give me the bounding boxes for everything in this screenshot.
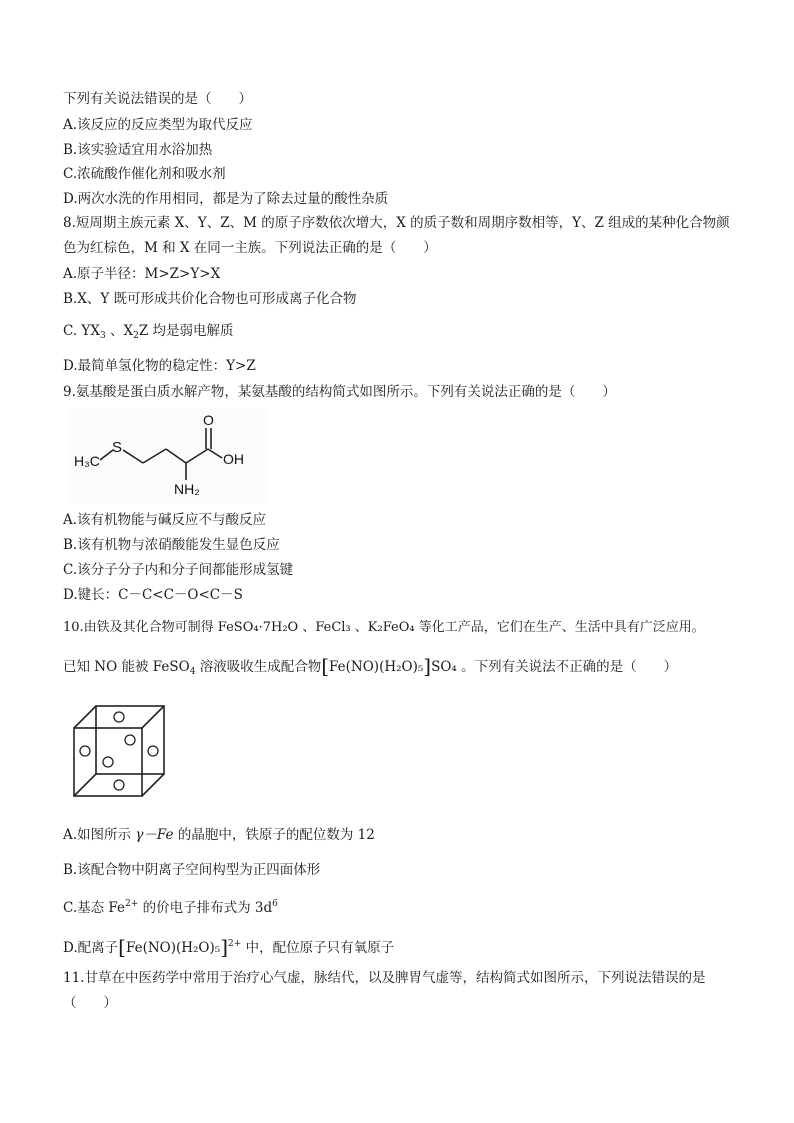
atom-front-face [103, 757, 113, 767]
q8-c-text-2: 、X [105, 323, 134, 339]
atom-left-face [80, 746, 90, 756]
q8-option-a: A.原子半径：M>Z>Y>X [63, 266, 221, 282]
q9-option-c: C.该分子分子内和分子间都能形成氢键 [63, 562, 294, 578]
q8-stem: 8.短周期主族元素 X、Y、Z、M 的原子序数依次增大，X 的质子数和周期序数相等，Y、Z 组成的某种化合物颜色为红棕色，M 和 X 在同一主族。下列说法正确的是（ ） [63, 215, 730, 256]
q8-c-sub-2: 2 [133, 331, 139, 341]
q8-option-b: B.X、Y 既可形成共价化合物也可形成离子化合物 [63, 291, 357, 307]
q10-d-charge: 2+ [228, 939, 242, 949]
q8-c-sub-1: 3 [99, 331, 106, 341]
methyl-label: H₃C [74, 453, 100, 469]
q10-stem-line-1: 10.由铁及其化合物可制得 FeSO₄·7H₂O 、FeCl₃ 、K₂FeO₄ 等化工产品，它们在生产、生活中具有广泛应用。 [63, 620, 705, 635]
right-bracket: ] [423, 654, 432, 678]
q10-l2-text-1: 已知 NO 能被 FeSO [63, 659, 190, 675]
q10-d-text-2: 中，配位原子只有氧原子 [241, 940, 395, 956]
d-right-bracket: ] [220, 935, 228, 959]
q9-stem: 9.氨基酸是蛋白质水解产物，某氨基酸的结构简式如图所示。下列有关说法正确的是（ ） [63, 384, 616, 400]
q9-option-a: A.该有机物能与碱反应不与酸反应 [63, 512, 267, 528]
q9-option-d: D.键长：C－C<C－O<C－S [63, 587, 243, 603]
atom-back-face [125, 735, 135, 745]
q8-c-text-1: C. YX [63, 323, 100, 339]
q7-option-c: C.浓硫酸作催化剂和吸水剂 [63, 166, 226, 182]
sulfur-label: S [112, 439, 123, 456]
q10-c-text-1: C.基态 Fe [63, 900, 126, 916]
q10-c-text-2: 的价电子排布式为 3d [138, 900, 273, 916]
q7-option-a: A.该反应的反应类型为取代反应 [63, 117, 253, 133]
q10-d-complex-formula: Fe(NO)(H₂O)₅ [125, 940, 221, 956]
atom-right-face [148, 746, 158, 756]
q10-a-text-2: 的晶胞中，铁原子的配位数为 12 [173, 827, 375, 843]
cell-edge-br [142, 774, 164, 796]
atom-top-face [114, 712, 124, 722]
q8-c-text-3: Z 均是弱电解质 [138, 323, 234, 339]
q10-l2-sub: 4 [189, 667, 196, 677]
gamma-fe-unit-cell-figure [64, 700, 170, 804]
q10-d-text-1: D.配离子 [63, 940, 119, 956]
cell-edge-tl [74, 706, 96, 728]
q8-option-c [63, 322, 234, 345]
left-bracket: [ [321, 654, 330, 678]
cell-edge-tr [142, 706, 164, 728]
q10-l2-text-3: SO₄ 。下列有关说法不正确的是（ ） [431, 659, 678, 675]
q11-stem: 11.甘草在中医药学中常用于治疗心气虚，脉结代，以及脾胃气虚等，结构简式如图所示，下列说法错误的是（ ） [63, 970, 706, 1011]
amino-acid-structure-figure [68, 408, 268, 503]
q10-option-d [63, 935, 394, 957]
q9-option-b: B.该有机物与浓硝酸能发生显色反应 [63, 537, 280, 553]
q10-a-text-1: A.如图所示 [63, 827, 136, 843]
hydroxyl-label: OH [223, 451, 244, 467]
q10-c-sup-1: 2+ [125, 899, 139, 909]
q10-option-c [63, 895, 278, 917]
amino-label: NH₂ [174, 481, 200, 497]
q7-option-d: D.两次水洗的作用相同，都是为了除去过量的酸性杂质 [63, 191, 389, 207]
q10-option-a [63, 826, 375, 844]
d-left-bracket: [ [118, 935, 126, 959]
q7-option-b: B.该实验适宜用水浴加热 [63, 142, 213, 158]
cell-edge-bl [74, 774, 96, 796]
q10-a-gamma-fe: γ－Fe [135, 827, 174, 843]
q10-l2-text-2: 溶液吸收生成配合物 [195, 659, 322, 675]
q10-option-b: B.该配合物中阴离子空间构型为正四面体形 [63, 862, 321, 878]
q8-option-d: D.最简单氢化物的稳定性：Y>Z [63, 358, 256, 374]
q10-c-sup-2: 6 [272, 899, 278, 909]
q10-complex-formula: Fe(NO)(H₂O)₅ [329, 659, 424, 675]
q7-stem: 下列有关说法错误的是（ ） [63, 91, 252, 107]
oxygen-label: O [203, 412, 214, 428]
atom-bottom-face [114, 780, 124, 790]
q10-stem-line-2 [63, 654, 678, 681]
